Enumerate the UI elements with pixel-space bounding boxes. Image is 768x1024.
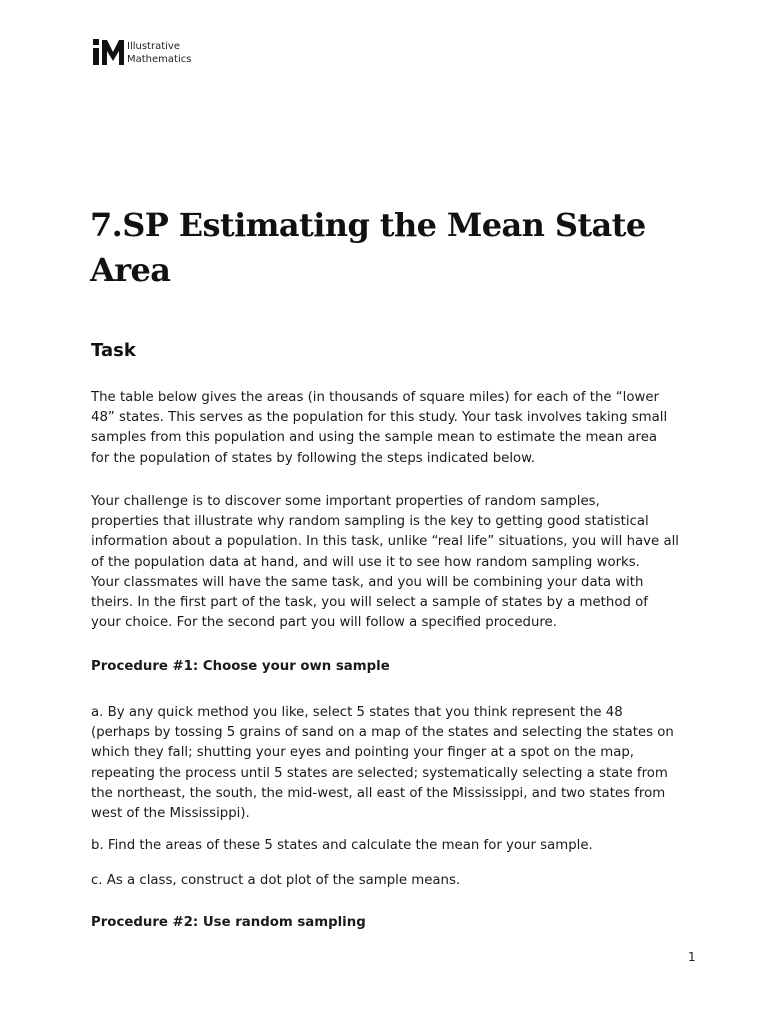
paragraph-line: repeating the process until 5 states are selected; systematically selecting a state from (91, 765, 668, 781)
intro-paragraph (91, 388, 701, 469)
paragraph-line: which they fall; shutting your eyes and pointing your finger at a spot on the map, (91, 745, 635, 761)
page-number: 1 (688, 950, 696, 964)
paragraph-line: a. By any quick method you like, select 5 states that you think represent the 48 (91, 705, 623, 720)
logo-line-1: Illustrative (127, 41, 180, 52)
illustrative-mathematics-logo (91, 38, 191, 67)
paragraph-line: information about a population. In this task, unlike “real life” situations, you will have all (91, 534, 679, 550)
paragraph-line: theirs. In the first part of the task, you will select a sample of states by a method of (91, 595, 648, 611)
paragraph-line: samples from this population and using the sample mean to estimate the mean area (91, 430, 658, 446)
step-b-paragraph: b. Find the areas of these 5 states and calculate the mean for your sample. (91, 838, 593, 853)
procedure-1-heading: Procedure #1: Choose your own sample (91, 659, 390, 674)
paragraph-line: properties that illustrate why random sampling is the key to getting good statistical (91, 514, 649, 530)
challenge-paragraph (91, 492, 701, 633)
logo-wordmark (127, 40, 191, 66)
title-line-2: Area (90, 251, 171, 289)
paragraph-line: The table below gives the areas (in thousands of square miles) for each of the “lower (91, 390, 660, 405)
paragraph-line: the northeast, the south, the mid-west, all east of the Mississippi, and two states from (91, 785, 666, 801)
paragraph-line: (perhaps by tossing 5 grains of sand on a map of the states and selecting the states on (91, 725, 674, 741)
paragraph-line: 48” states. This serves as the population for this study. Your task involves taking small (91, 410, 668, 426)
paragraph-line: your choice. For the second part you will follow a specified procedure. (91, 615, 557, 631)
step-c-paragraph: c. As a class, construct a dot plot of the sample means. (91, 873, 461, 888)
paragraph-line: west of the Mississippi). (91, 806, 250, 822)
title-line-1: 7.SP Estimating the Mean State (90, 206, 646, 244)
im-logo-mark-icon (91, 38, 125, 67)
step-a-paragraph (91, 703, 701, 824)
section-heading-task: Task (91, 340, 136, 361)
paragraph-line: Your classmates will have the same task, and you will be combining your data with (91, 574, 644, 590)
logo-line-2: Mathematics (127, 54, 192, 65)
page-title (90, 203, 690, 293)
paragraph-line: for the population of states by following the steps indicated below. (91, 450, 536, 466)
paragraph-line: of the population data at hand, and will use it to see how random sampling works. (91, 554, 640, 570)
procedure-2-heading: Procedure #2: Use random sampling (91, 915, 366, 930)
paragraph-line: Your challenge is to discover some important properties of random samples, (91, 494, 600, 509)
